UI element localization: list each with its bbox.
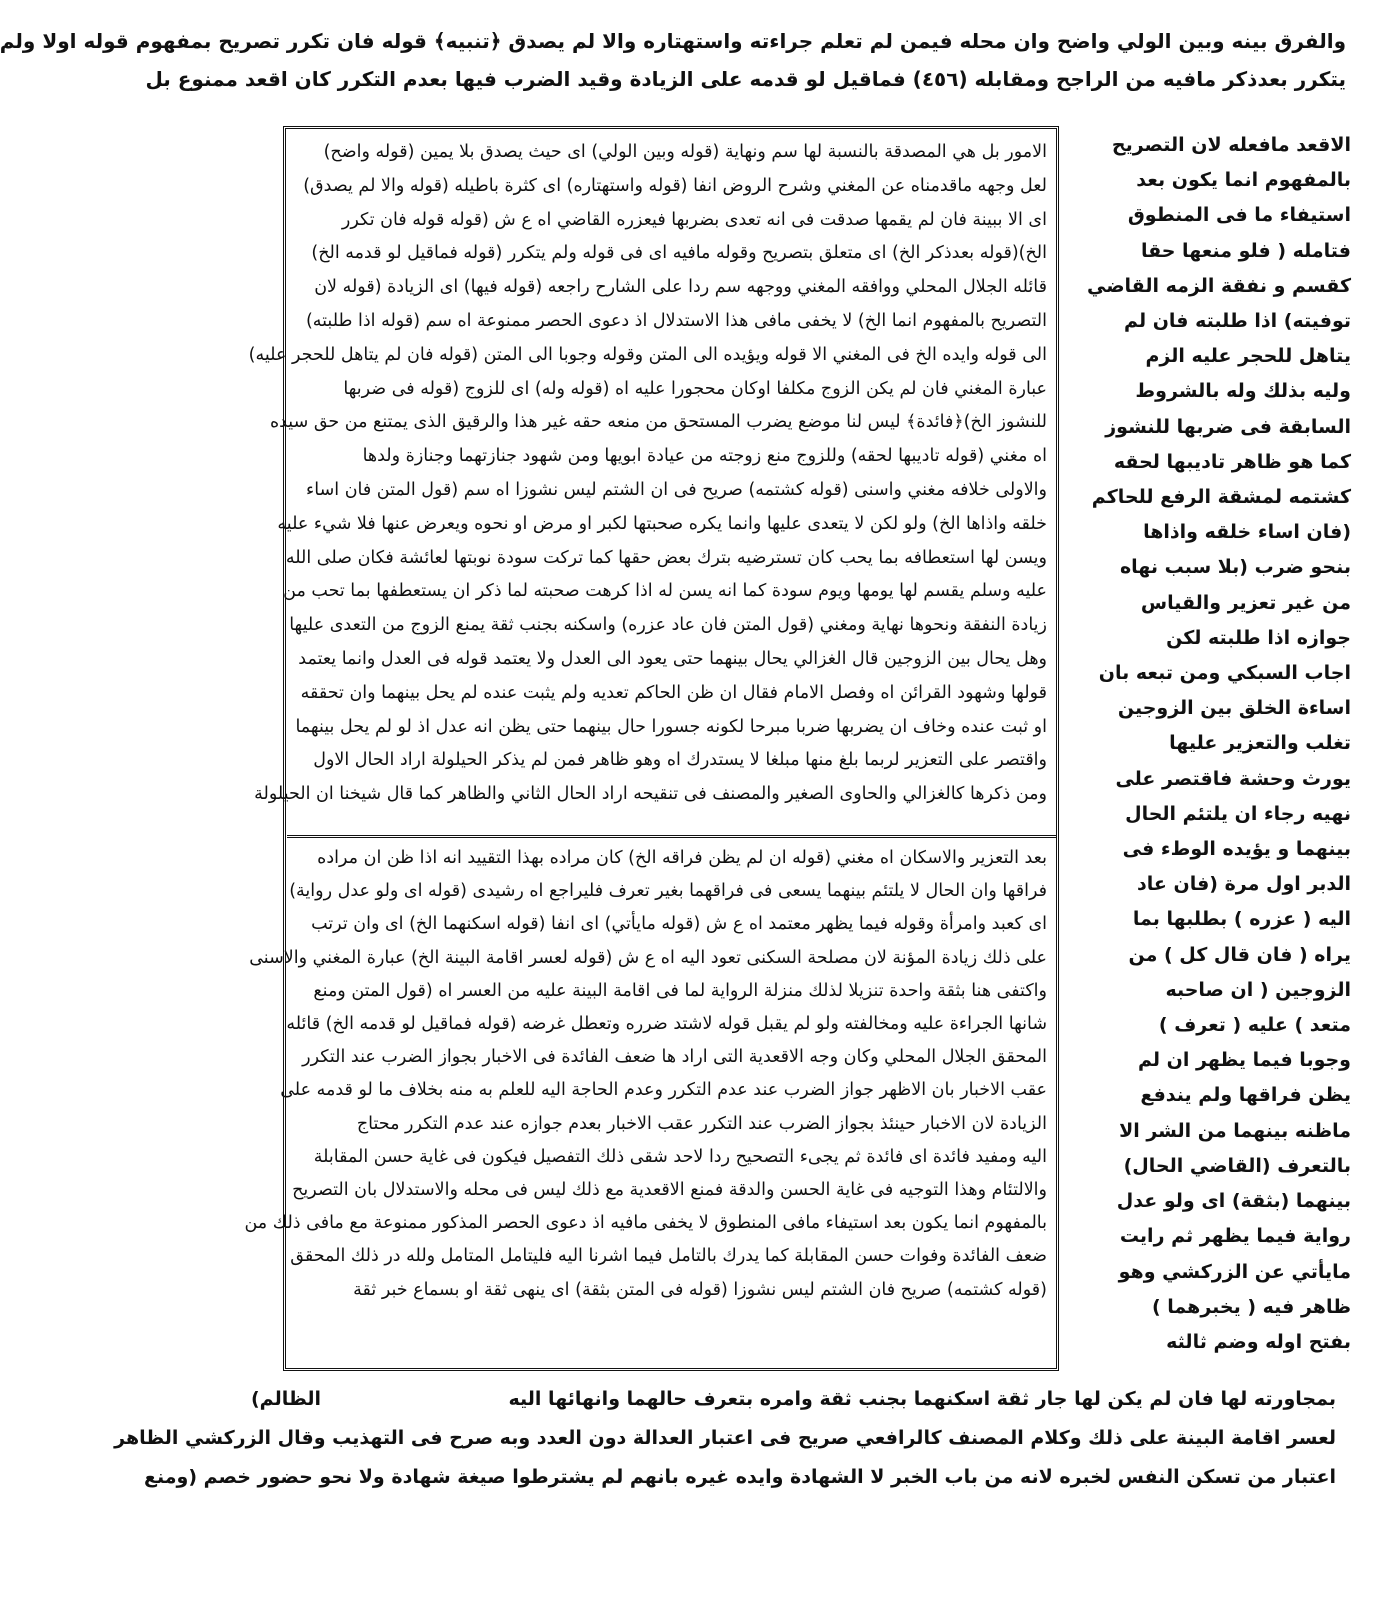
commentary-line: اى الا ببينة فان لم يقمها صدقت فى انه تعدى بضربها فيعزره القاضي اه ع ش (قوله قوله فان تكرر bbox=[341, 209, 1047, 230]
top-line-1: والفرق بينه وبين الولي واضح وان محله فيمن لم تعلم جراءته واستهتاره والا لم يصدق ﴿تنبيه﴾ قوله فان تكرر تصريح بمفهوم قوله اولا ولم bbox=[0, 29, 1346, 53]
top-line-2: يتكرر بعدذكر مافيه من الراجح ومقابله (٤٥٦) فماقيل لو قدمه على الزيادة وقيد الضرب فيها بعدم التكرر كان اقعد ممنوع بل bbox=[145, 67, 1346, 91]
main-text-line: توفيته) اذا طلبته فان لم bbox=[1124, 310, 1351, 333]
main-text-line: الاقعد مافعله لان التصريح bbox=[1111, 134, 1351, 156]
gloss-line: والالتئام وهذا التوجيه فى غاية الحسن والدقة فمنع الاقعدية مع ذلك ليس فى محله والاستدلال بان التصريح bbox=[292, 1180, 1047, 1201]
commentary-line: قائله الجلال المحلي ووافقه المغني ووجهه سم ردا على الشارح راجعه (قوله فيها) اى الزيادة (قوله لان bbox=[314, 277, 1047, 298]
main-text-line: بينهما و يؤيده الوطء فى bbox=[1122, 838, 1351, 861]
main-text-line: كقسم و نفقة الزمه القاضي bbox=[1086, 274, 1351, 297]
main-text-line: كشتمه لمشقة الرفع للحاكم bbox=[1091, 486, 1351, 509]
commentary-line: بعد التعزير والاسكان اه مغني (قوله ان لم يظن فراقه الخ) كان مراده بهذا التقييد انه اذا ظن ان مراده bbox=[317, 848, 1047, 868]
commentary-line: الخ)(قوله بعدذكر الخ) اى متعلق بتصريح وقوله مافيه اى فى قوله ولم يتكرر (قوله فماقيل لو قدمه الخ) bbox=[311, 243, 1047, 264]
commentary-line: على ذلك زيادة المؤنة لان مصلحة السكنى تعود اليه اه ع ش (قوله لعسر اقامة البينة الخ) عبارة المغني والاسنى bbox=[249, 947, 1047, 968]
gloss-line: عقب الاخبار بان الاظهر جواز الضرب عند عدم التكرر وعدم الحاجة اليه للعلم به منه بخلاف ما لو قدمه على bbox=[280, 1080, 1047, 1101]
main-text-line: بينهما (بثقة) اى ولو عدل bbox=[1116, 1190, 1351, 1213]
main-text-line: اجاب السبكي ومن تبعه بان bbox=[1098, 662, 1351, 685]
commentary-line: والاولى خلافه مغني واسنى (قوله كشتمه) صريح فى ان الشتم ليس نشوزا اه سم (قول المتن فان اساء bbox=[306, 479, 1047, 500]
gloss-line: بالمفهوم انما يكون بعد استيفاء مافى المنطوق لا يخفى مافيه اذ دعوى الحصر المذكور ممنوعة مع مافى ذلك من bbox=[244, 1213, 1047, 1234]
commentary-line: او ثبت عنده وخاف ان يضربها ضربا مبرحا لكونه جسورا حال بينهما حتى يظن انه عدل اذ لو لم يحل بينهما bbox=[295, 716, 1047, 737]
commentary-line: واكتفى هنا بثقة واحدة تنزيلا لذلك منزلة الرواية لما فى اقامة البينة عليه من العسر اه (قول المتن ومنع bbox=[313, 980, 1047, 1001]
main-text-line: ماظنه بينهما من الشر الا bbox=[1119, 1119, 1351, 1142]
gloss-line: المحقق الجلال المحلي وكان وجه الاقعدية التى اراد ها ضعف الفائدة فى الاخبار بجواز الضرب عند التكرر bbox=[302, 1047, 1047, 1068]
commentary-line: وهل يحال بين الزوجين قال الغزالي يحال بينهما حتى يعود الى العدل ولا يعتمد قوله فى العدل وانما يعتمد bbox=[298, 648, 1047, 669]
commentary-line: زيادة النفقة ونحوها نهاية ومغني (قول المتن فان عاد عزره) واسكنه بجنب ثقة يمنع الزوج من التعدى عليها bbox=[289, 615, 1047, 636]
main-text-line: متعد ) عليه ( تعرف ) bbox=[1158, 1014, 1351, 1037]
main-text-line: يورث وحشة فاقتصر على bbox=[1115, 767, 1351, 790]
commentary-line: واقتصر على التعزير لربما بلغ منها مبلغا لا يستدرك اه وهو ظاهر فمن لم يذكر الحيلولة اراد الحال الاول bbox=[313, 750, 1047, 771]
commentary-line: لعل وجهه ماقدمناه عن المغني وشرح الروض انفا (قوله واستهتاره) اى كثرة باطيله (قوله والا لم يصدق) bbox=[303, 175, 1047, 196]
main-text-line: جوازه اذا طلبته لكن bbox=[1166, 626, 1351, 649]
gloss-line: اليه ومفيد فائدة اى فائدة ثم يجىء التصحيح ردا لاحد شقى ذلك التفصيل فيكون فى غاية حسن المقابلة bbox=[313, 1146, 1047, 1167]
commentary-line: خلقه واذاها الخ) ولو لكن لا يتعدى عليها وانما يكره صحبتها لكبر او مرض او نحوه ويعرض عنها فلا شيء عليه bbox=[277, 513, 1047, 534]
commentary-line: فراقها وان الحال لا يلتئم بينهما يسعى فى فراقهما بغير تعرف فليراجع اه رشيدى (قوله اى ولو عدل رواية) bbox=[289, 881, 1047, 902]
commentary-line: ويسن لها استعطافه بما يحب كان تسترضيه بترك بعض حقها كما تركت سودة نوبتها لعائشة فكان صلى الله bbox=[285, 547, 1047, 568]
main-text-line: وليه بذلك وله بالشروط bbox=[1135, 380, 1351, 403]
bottom-line-1-tail: الظالم) bbox=[251, 1388, 322, 1410]
bottom-line-1-text: بمجاورته لها فان لم يكن لها جار ثقة اسكنهما بجنب ثقة وامره بتعرف حالهما وانهائها اليه bbox=[508, 1388, 1336, 1410]
bottom-text-block bbox=[114, 1380, 1336, 1497]
commentary-line: اى كعبد وامرأة وقوله فيما يظهر معتمد اه ع ش (قوله مايأتي) اى انفا (قوله اسكنهما الخ) اى وان ترتب bbox=[311, 914, 1047, 935]
main-text-line: (فان اساء خلقه واذاها bbox=[1143, 521, 1351, 544]
main-text-line: كما هو ظاهر تاديبها لحقه bbox=[1113, 450, 1351, 473]
main-text-line: اساءة الخلق بين الزوجين bbox=[1117, 697, 1351, 720]
main-text-line: تغلب والتعزير عليها bbox=[1169, 732, 1351, 755]
bottom-line-2: لعسر اقامة البينة على ذلك وكلام المصنف كالرافعي صريح فى اعتبار العدالة دون العدد وبه صرح فى التهذيب وقال الزركشي الظاهر bbox=[114, 1427, 1336, 1449]
main-text-line: الدبر اول مرة (فان عاد bbox=[1137, 873, 1351, 896]
commentary-line: الامور بل هي المصدقة بالنسبة لها سم ونهاية (قوله وبين الولي) اى حيث يصدق بلا يمين (قوله واضح) bbox=[323, 142, 1047, 162]
commentary-line: عليه وسلم يقسم لها يومها ويوم سودة كما انه يسن له اذا كرهت صحبته لما ذكر ان يستعطفها بما تحب من bbox=[283, 581, 1047, 602]
main-text-line: بالتعرف (القاضي الحال) bbox=[1123, 1154, 1351, 1177]
main-text-line: الزوجين ( ان صاحبه bbox=[1165, 978, 1351, 1001]
gloss-line: ضعف الفائدة وفوات حسن المقابلة كما يدرك بالتامل فيما اشرنا اليه فليتامل المتامل ولله در ذلك المحقق bbox=[290, 1246, 1047, 1267]
commentary-line: التصريح بالمفهوم انما الخ) لا يخفى مافى هذا الاستدلال اذ دعوى الحصر ممنوعة اه سم (قوله اذا طلبته) bbox=[305, 310, 1047, 331]
commentary-line: للنشوز الخ)﴿فائدة﴾ ليس لنا موضع يضرب المستحق من منعه حقه غير هذا والرقيق الذى يمتنع من حق سيده bbox=[269, 412, 1047, 433]
commentary-lower-block bbox=[244, 838, 1057, 1368]
main-text-line: مايأتي عن الزركشي وهو bbox=[1118, 1260, 1351, 1283]
commentary-line: ومن ذكرها كالغزالي والحاوى الصغير والمصنف فى تنقيحه اراد الحال الثاني والظاهر كما قال شيخنا ان الحيلولة bbox=[254, 784, 1047, 805]
main-text-line: بنحو ضرب (بلا سبب نهاه bbox=[1119, 556, 1351, 579]
main-text-line: يظن فراقها ولم يندفع bbox=[1140, 1084, 1351, 1107]
gloss-line: شانها الجراءة عليه ومخالفته ولو لم يقبل قوله لاشتد ضرره وتعطل غرضه (قوله فماقيل لو قدمه الخ) قائله bbox=[286, 1014, 1047, 1035]
commentary-line: الى قوله وايده الخ فى المغني الا قوله ويؤيده الى المتن وقوله وجوبا الى المتن (قوله فان لم يتاهل للحجر عليه) bbox=[248, 344, 1047, 365]
main-text-line: ظاهر فيه ( يخبرهما ) bbox=[1151, 1295, 1351, 1318]
gloss-line: (قوله كشتمه) صريح فان الشتم ليس نشوزا (قوله فى المتن بثقة) اى ينهى ثقة او بسماع خبر ثقة bbox=[353, 1279, 1047, 1300]
main-text-line: رواية فيما يظهر ثم رايت bbox=[1119, 1225, 1351, 1248]
commentary-upper-block bbox=[248, 130, 1057, 838]
main-text-line: فتامله ( فلو منعها حقا bbox=[1140, 239, 1351, 262]
bottom-line-3: اعتبار من تسكن النفس لخبره لانه من باب الخبر لا الشهادة وايده غيره بانهم لم يشترطوا صيغة شهادة ولا نحو حضور خصم (ومنع bbox=[144, 1466, 1336, 1488]
commentary-line: قولها وشهود القرائن اه وفصل الامام فقال ان ظن الحاكم تعديه ولم يثبت عنده لم يحل بينهما وان تحققه bbox=[300, 682, 1047, 703]
main-text-line: اليه ( عزره ) بطلبها بما bbox=[1132, 908, 1351, 931]
main-text-line: من غير تعزير والقياس bbox=[1140, 591, 1351, 614]
main-text-line: السابقة فى ضربها للنشوز bbox=[1105, 415, 1351, 438]
top-header-text bbox=[0, 22, 1346, 98]
main-text-line: وجوبا فيما يظهر ان لم bbox=[1138, 1049, 1351, 1072]
bottom-line-1 bbox=[251, 1380, 1336, 1419]
main-text-column bbox=[1069, 128, 1351, 1378]
gloss-line: الزيادة لان الاخبار حينئذ بجواز الضرب عند التكرر عقب الاخبار بعدم جوازه عند عدم التكرر محتاج bbox=[356, 1113, 1047, 1134]
main-text-line: يراه ( فان قال كل ) من bbox=[1128, 943, 1351, 966]
main-text-line: استيفاء ما فى المنطوق bbox=[1127, 204, 1351, 227]
main-text-line: بالمفهوم انما يكون بعد bbox=[1136, 169, 1351, 192]
commentary-line: عبارة المغني فان لم يكن الزوج مكلفا اوكان محجورا عليه اه (قوله وله) اى للزوج (قوله فى ضربها bbox=[343, 378, 1047, 399]
commentary-line: اه مغني (قوله تاديبها لحقه) وللزوج منع زوجته من عيادة ابويها ومن شهود جنازتهما وجنازة ولدها bbox=[362, 446, 1047, 467]
main-text-line: يتاهل للحجر عليه الزم bbox=[1145, 345, 1351, 368]
main-text-line: بفتح اوله وضم ثالثه bbox=[1166, 1330, 1351, 1353]
main-text-line: نهيه رجاء ان يلتئم الحال bbox=[1125, 802, 1351, 825]
